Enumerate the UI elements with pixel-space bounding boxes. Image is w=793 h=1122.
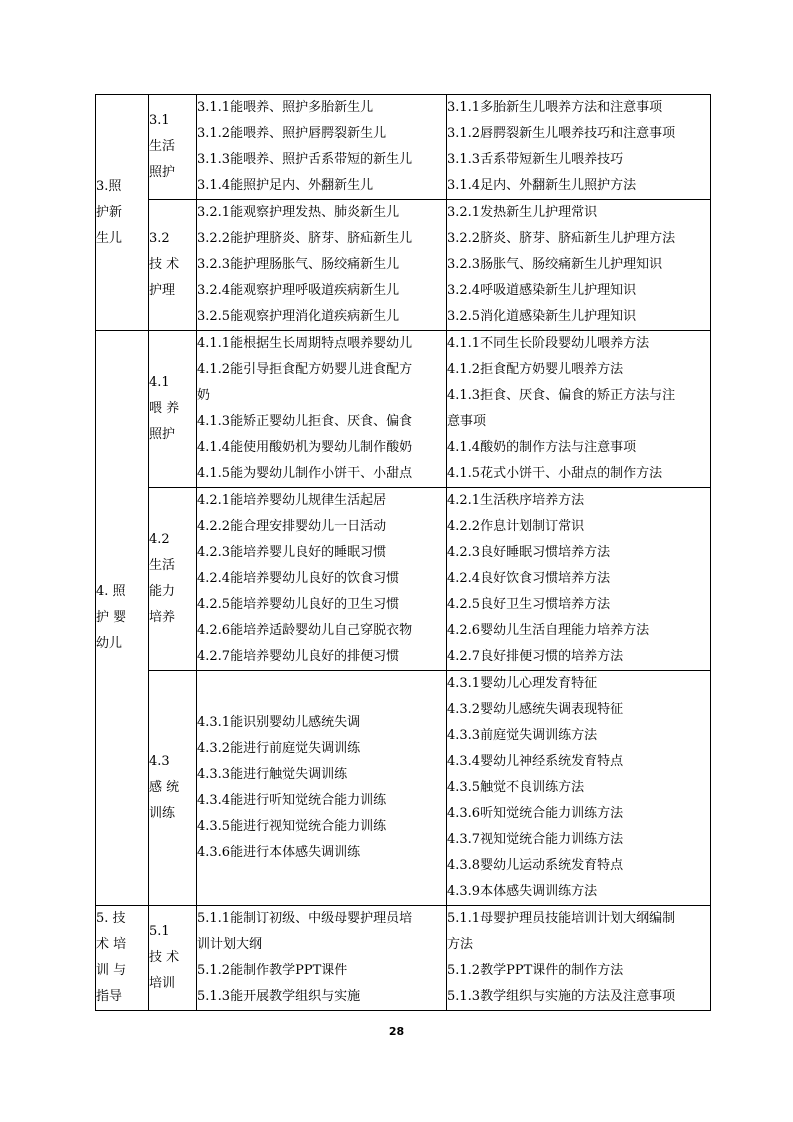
skill-line: 3.2.5能观察护理消化道疾病新生儿 [197, 309, 400, 324]
module-label-line: 3.照 [96, 178, 122, 194]
skill-line: 4.2.1能培养婴幼儿规律生活起居 [197, 493, 387, 508]
table-row [96, 906, 711, 1011]
skills-cell [197, 200, 447, 331]
unit-cell [149, 906, 197, 1011]
knowledge-line: 意事项 [447, 414, 487, 429]
knowledge-line: 4.2.7良好排便习惯的培养方法 [447, 649, 624, 664]
unit-label-line: 4.2 [149, 532, 170, 547]
skill-line: 3.2.3能护理肠胀气、肠绞痛新生儿 [197, 257, 400, 272]
knowledge-line: 4.3.8婴幼儿运动系统发育特点 [447, 858, 624, 873]
module-cell [96, 331, 149, 906]
knowledge-line: 4.3.7视知觉统合能力训练方法 [447, 832, 624, 847]
unit-label-line: 生活 [149, 139, 176, 154]
skill-line: 4.3.3能进行触觉失调训练 [197, 767, 348, 782]
module-cell [96, 906, 149, 1011]
skill-line: 4.2.7能培养婴幼儿良好的排便习惯 [197, 649, 400, 664]
module-label-line: 术 培 [96, 937, 127, 952]
knowledge-line: 4.1.4酸奶的制作方法与注意事项 [447, 440, 637, 455]
knowledge-line: 4.2.5良好卫生习惯培养方法 [447, 597, 611, 612]
knowledge-line: 4.2.4良好饮食习惯培养方法 [447, 571, 611, 586]
skill-line: 4.3.2能进行前庭觉失调训练 [197, 741, 361, 756]
unit-label-line: 3.1 [149, 113, 170, 128]
module-label-line: 幼儿 [96, 636, 123, 651]
unit-label-line: 4.3 [149, 754, 170, 769]
knowledge-line: 3.2.2脐炎、脐芽、脐疝新生儿护理方法 [447, 231, 676, 246]
skill-line: 3.1.1能喂养、照护多胎新生儿 [197, 100, 374, 115]
skills-cell [197, 95, 447, 200]
knowledge-line: 3.2.5消化道感染新生儿护理知识 [447, 309, 637, 324]
knowledge-cell [447, 671, 711, 906]
skill-line: 4.3.4能进行听知觉统合能力训练 [197, 793, 387, 808]
knowledge-line: 4.3.2婴幼儿感统失调表现特征 [447, 702, 624, 717]
knowledge-line: 4.1.2拒食配方奶婴儿喂养方法 [447, 362, 624, 377]
unit-cell [149, 200, 197, 331]
unit-cell [149, 331, 197, 488]
skill-line: 3.1.4能照护足内、外翻新生儿 [197, 178, 374, 193]
knowledge-line: 3.2.4呼吸道感染新生儿护理知识 [447, 283, 637, 298]
knowledge-cell [447, 488, 711, 671]
table-row [96, 200, 711, 331]
skill-line: 3.2.4能观察护理呼吸道疾病新生儿 [197, 283, 400, 298]
skills-knowledge-table [95, 94, 711, 1011]
module-cell [96, 95, 149, 331]
knowledge-line: 3.1.4足内、外翻新生儿照护方法 [447, 178, 637, 193]
skill-line: 4.1.2能引导拒食配方奶婴儿进食配方 [197, 362, 413, 377]
module-label-line: 生儿 [96, 230, 123, 246]
knowledge-line: 4.3.6听知觉统合能力训练方法 [447, 806, 624, 821]
unit-label-line: 生活 [149, 558, 176, 573]
skill-line: 奶 [197, 388, 211, 403]
knowledge-line: 5.1.3教学组织与实施的方法及注意事项 [447, 989, 676, 1004]
skills-cell [197, 906, 447, 1011]
unit-label-line: 喂 养 [149, 401, 180, 416]
knowledge-line: 方法 [447, 937, 474, 952]
unit-label-line: 培训 [149, 976, 176, 991]
knowledge-line: 5.1.1母婴护理员技能培训计划大纲编制 [447, 911, 676, 926]
skill-line: 4.1.1能根据生长周期特点喂养婴幼儿 [197, 336, 413, 351]
unit-label-line: 3.2 [149, 231, 170, 246]
unit-label-line: 培养 [149, 610, 176, 625]
unit-label-line: 技 术 [149, 950, 180, 965]
knowledge-cell [447, 200, 711, 331]
skill-line: 4.2.4能培养婴幼儿良好的饮食习惯 [197, 571, 400, 586]
skill-line: 4.1.3能矫正婴幼儿拒食、厌食、偏食 [197, 414, 413, 429]
table-body [96, 95, 711, 1011]
unit-label-line: 照护 [149, 427, 176, 442]
module-label-line: 护新 [96, 204, 123, 220]
skill-line: 4.2.3能培养婴儿良好的睡眠习惯 [197, 545, 387, 560]
knowledge-line: 4.2.1生活秩序培养方法 [447, 493, 585, 508]
table-row [96, 331, 711, 488]
knowledge-line: 4.1.1不同生长阶段婴幼儿喂养方法 [447, 336, 650, 351]
skill-line: 3.2.1能观察护理发热、肺炎新生儿 [197, 205, 400, 220]
skills-cell [197, 331, 447, 488]
skill-line: 5.1.1能制订初级、中级母婴护理员培 [197, 911, 413, 926]
skills-cell [197, 671, 447, 906]
knowledge-line: 4.3.1婴幼儿心理发育特征 [447, 676, 598, 691]
module-label-line: 护 婴 [96, 610, 127, 625]
skill-line: 4.1.5能为婴幼儿制作小饼干、小甜点 [197, 466, 413, 481]
skill-line: 4.1.4能使用酸奶机为婴幼儿制作酸奶 [197, 440, 413, 455]
skill-line: 3.1.3能喂养、照护舌系带短的新生儿 [197, 152, 413, 167]
skill-line: 3.1.2能喂养、照护唇腭裂新生儿 [197, 126, 387, 141]
skill-line: 4.2.6能培养适龄婴幼儿自己穿脱衣物 [197, 623, 413, 638]
table-row [96, 95, 711, 200]
module-label-line: 5. 技 [96, 911, 126, 926]
unit-label-line: 能力 [149, 584, 176, 599]
knowledge-line: 4.3.4婴幼儿神经系统发育特点 [447, 754, 624, 769]
unit-label-line: 感 统 [149, 780, 180, 795]
unit-cell [149, 488, 197, 671]
skill-line: 5.1.3能开展教学组织与实施 [197, 989, 361, 1004]
skill-line: 3.2.2能护理脐炎、脐芽、脐疝新生儿 [197, 231, 413, 246]
knowledge-line: 4.3.3前庭觉失调训练方法 [447, 728, 598, 743]
skill-line: 4.3.6能进行本体感失调训练 [197, 845, 361, 860]
page-number: 28 [388, 1025, 405, 1038]
skill-line: 4.3.1能识别婴幼儿感统失调 [197, 715, 361, 730]
knowledge-cell [447, 95, 711, 200]
knowledge-line: 4.3.5触觉不良训练方法 [447, 780, 585, 795]
knowledge-line: 3.1.2唇腭裂新生儿喂养技巧和注意事项 [447, 126, 676, 141]
knowledge-line: 3.1.1多胎新生儿喂养方法和注意事项 [447, 100, 663, 115]
knowledge-line: 3.2.1发热新生儿护理常识 [447, 205, 598, 220]
skill-line: 训计划大纲 [197, 937, 263, 952]
knowledge-line: 4.2.3良好睡眠习惯培养方法 [447, 545, 611, 560]
table-row [96, 488, 711, 671]
skill-line: 4.2.2能合理安排婴幼儿一日活动 [197, 519, 387, 534]
module-label-line: 指导 [96, 989, 123, 1004]
unit-cell [149, 95, 197, 200]
knowledge-line: 4.2.2作息计划制订常识 [447, 519, 585, 534]
module-label-line: 训 与 [96, 963, 127, 978]
unit-label-line: 训练 [149, 806, 176, 821]
knowledge-line: 3.2.3肠胀气、肠绞痛新生儿护理知识 [447, 257, 663, 272]
unit-label-line: 技 术 [149, 257, 180, 272]
skill-line: 4.3.5能进行视知觉统合能力训练 [197, 819, 387, 834]
skills-cell [197, 488, 447, 671]
unit-cell [149, 671, 197, 906]
unit-label-line: 4.1 [149, 375, 170, 390]
knowledge-cell [447, 331, 711, 488]
unit-label-line: 护理 [149, 283, 176, 298]
skill-line: 4.2.5能培养婴幼儿良好的卫生习惯 [197, 597, 400, 612]
skill-line: 5.1.2能制作教学PPT课件 [197, 963, 348, 978]
unit-label-line: 照护 [149, 165, 176, 180]
knowledge-line: 4.1.5花式小饼干、小甜点的制作方法 [447, 466, 663, 481]
knowledge-line: 4.3.9本体感失调训练方法 [447, 884, 598, 899]
knowledge-line: 5.1.2教学PPT课件的制作方法 [447, 963, 624, 978]
table-row [96, 671, 711, 906]
knowledge-line: 4.2.6婴幼儿生活自理能力培养方法 [447, 623, 650, 638]
unit-label-line: 5.1 [149, 924, 170, 939]
knowledge-line: 3.1.3舌系带短新生儿喂养技巧 [447, 152, 624, 167]
knowledge-line: 4.1.3拒食、厌食、偏食的矫正方法与注 [447, 388, 676, 403]
knowledge-cell [447, 906, 711, 1011]
module-label-line: 4. 照 [96, 584, 126, 599]
